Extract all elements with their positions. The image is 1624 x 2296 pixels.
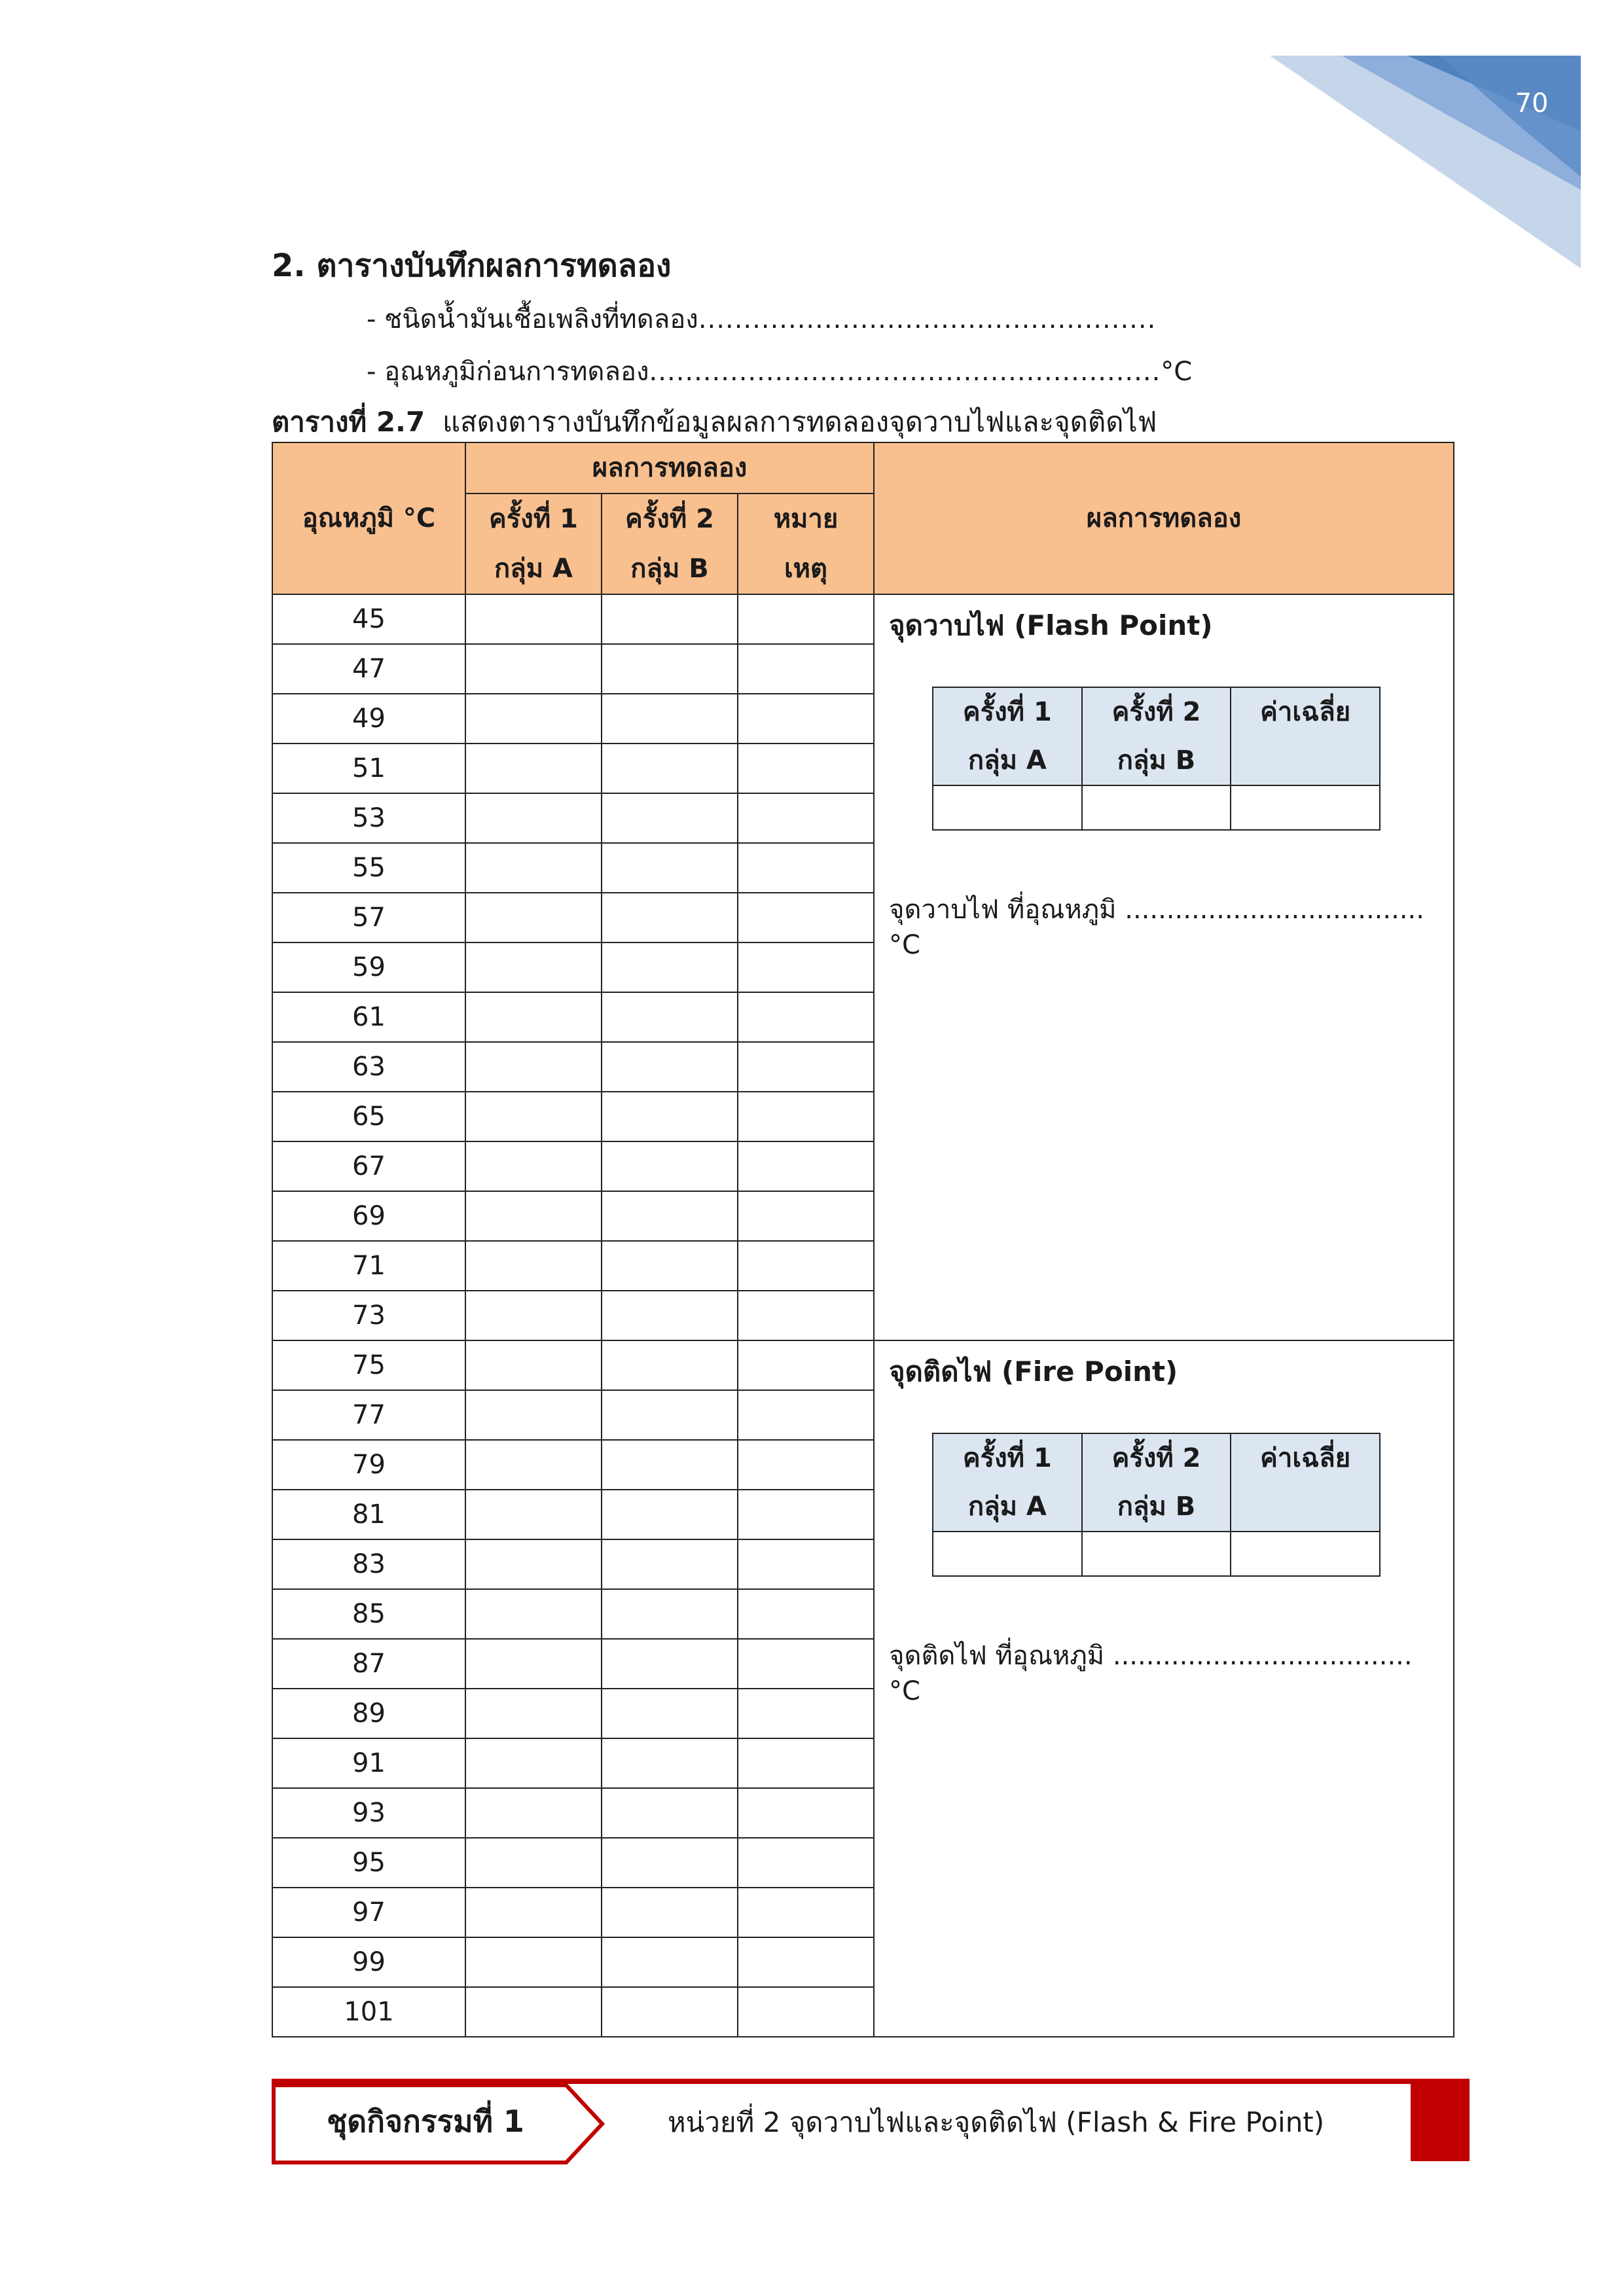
temperature-cell: 75	[272, 1340, 465, 1390]
flash-point-summary-table	[932, 687, 1380, 831]
note-cell[interactable]	[738, 1639, 874, 1689]
trial1-cell[interactable]	[465, 1390, 602, 1440]
col-group-header: ผลการทดลอง	[465, 442, 874, 493]
note-cell[interactable]	[738, 1390, 874, 1440]
note-cell[interactable]	[738, 744, 874, 793]
table-row	[272, 594, 1454, 644]
note-cell[interactable]	[738, 1291, 874, 1340]
note-cell[interactable]	[738, 644, 874, 694]
note-cell[interactable]	[738, 1738, 874, 1788]
trial1-cell[interactable]	[465, 594, 602, 644]
note-cell[interactable]	[738, 694, 874, 744]
temperature-cell: 83	[272, 1539, 465, 1589]
trial2-cell[interactable]	[602, 1191, 738, 1241]
temperature-cell: 49	[272, 694, 465, 744]
trial1-cell[interactable]	[465, 744, 602, 793]
temperature-cell: 97	[272, 1888, 465, 1937]
temperature-cell: 89	[272, 1689, 465, 1738]
trial2-cell[interactable]	[602, 744, 738, 793]
col-temp-header: อุณหภูมิ °C	[272, 442, 465, 594]
temperature-cell: 51	[272, 744, 465, 793]
trial1-cell[interactable]	[465, 1490, 602, 1539]
note-cell[interactable]	[738, 893, 874, 942]
col-note-header: หมาย เหตุ	[738, 493, 874, 594]
trial2-cell[interactable]	[602, 594, 738, 644]
temperature-cell: 77	[272, 1390, 465, 1440]
table-caption-text: แสดงตารางบันทึกข้อมูลผลการทดลองจุดวาบไฟและจุดติดไฟ	[442, 406, 1157, 438]
flash-result-label: จุดวาบไฟ ที่อุณหภูมิ	[889, 895, 1117, 925]
initial-temp-label: - อุณหภูมิก่อนการทดลอง	[367, 357, 649, 387]
trial2-cell[interactable]	[602, 1141, 738, 1191]
note-cell[interactable]	[738, 1888, 874, 1937]
flash-point-title: จุดวาบไฟ (Flash Point)	[889, 609, 1213, 641]
temperature-cell: 73	[272, 1291, 465, 1340]
trial2-cell[interactable]	[602, 644, 738, 694]
trial1-cell[interactable]	[465, 1042, 602, 1092]
trial1-cell[interactable]	[465, 1788, 602, 1838]
trial2-cell[interactable]	[602, 1689, 738, 1738]
fire-trial2-header: ครั้งที่ 2 กลุ่ม B	[1082, 1433, 1231, 1532]
flash-result-unit: °C	[889, 930, 920, 960]
trial2-cell[interactable]	[602, 1888, 738, 1937]
fire-point-result-line	[889, 1634, 1439, 1706]
fire-average-header: ค่าเฉลี่ย	[1231, 1433, 1380, 1532]
table-caption	[272, 401, 1157, 444]
footer-unit-title: หน่วยที่ 2 จุดวาบไฟและจุดติดไฟ (Flash & Fire Point)	[668, 2106, 1325, 2138]
trial2-cell[interactable]	[602, 1291, 738, 1340]
temperature-cell: 79	[272, 1440, 465, 1490]
fuel-type-blank: ...................................................	[698, 304, 1157, 334]
trial2-cell[interactable]	[602, 1241, 738, 1291]
fuel-type-label: - ชนิดน้ำมันเชื้อเพลิงที่ทดลอง	[367, 304, 698, 334]
flash-average-header: ค่าเฉลี่ย	[1231, 687, 1380, 785]
trial1-cell[interactable]	[465, 1340, 602, 1390]
temperature-cell: 55	[272, 843, 465, 893]
temperature-cell: 69	[272, 1191, 465, 1241]
note-cell[interactable]	[738, 1241, 874, 1291]
trial2-cell[interactable]	[602, 1937, 738, 1987]
fire-point-summary-table	[932, 1433, 1380, 1577]
trial1-cell[interactable]	[465, 694, 602, 744]
trial2-cell[interactable]	[602, 942, 738, 992]
flash-trial1-header: ครั้งที่ 1 กลุ่ม A	[933, 687, 1082, 785]
trial1-cell[interactable]	[465, 942, 602, 992]
temperature-cell: 101	[272, 1987, 465, 2037]
footer-activity-label: ชุดกิจกรรมที่ 1	[327, 2104, 524, 2139]
trial2-cell[interactable]	[602, 1987, 738, 2037]
trial2-cell[interactable]	[602, 1838, 738, 1888]
temperature-cell: 59	[272, 942, 465, 992]
fire-point-title: จุดติดไฟ (Fire Point)	[889, 1355, 1178, 1388]
trial1-cell[interactable]	[465, 1539, 602, 1589]
flash-trial2-cell[interactable]	[1082, 785, 1231, 830]
header-row-1	[272, 442, 1454, 493]
note-cell[interactable]	[738, 1589, 874, 1639]
trial1-cell[interactable]	[465, 1639, 602, 1689]
note-cell[interactable]	[738, 942, 874, 992]
note-cell[interactable]	[738, 1440, 874, 1490]
trial1-cell[interactable]	[465, 1241, 602, 1291]
trial2-cell[interactable]	[602, 1440, 738, 1490]
trial1-cell[interactable]	[465, 793, 602, 843]
trial2-cell[interactable]	[602, 1738, 738, 1788]
trial1-cell[interactable]	[465, 1092, 602, 1141]
page-number: 70	[1515, 88, 1549, 118]
trial1-cell[interactable]	[465, 1191, 602, 1241]
trial1-cell[interactable]	[465, 644, 602, 694]
flash-result-blank[interactable]: ....................................	[1125, 895, 1424, 925]
temperature-cell: 87	[272, 1639, 465, 1689]
fire-trial2-cell[interactable]	[1082, 1532, 1231, 1576]
note-cell[interactable]	[738, 1539, 874, 1589]
trial1-cell[interactable]	[465, 893, 602, 942]
results-table	[272, 442, 1454, 2037]
note-cell[interactable]	[738, 1838, 874, 1888]
note-cell[interactable]	[738, 1042, 874, 1092]
temperature-cell: 95	[272, 1838, 465, 1888]
note-cell[interactable]	[738, 793, 874, 843]
note-cell[interactable]	[738, 992, 874, 1042]
note-cell[interactable]	[738, 1987, 874, 2037]
flash-point-section	[874, 594, 1454, 1340]
trial1-cell[interactable]	[465, 992, 602, 1042]
fire-point-section	[874, 1340, 1454, 2037]
trial1-cell[interactable]	[465, 1589, 602, 1639]
temperature-cell: 61	[272, 992, 465, 1042]
note-cell[interactable]	[738, 1092, 874, 1141]
note-cell[interactable]	[738, 843, 874, 893]
trial1-cell[interactable]	[465, 1738, 602, 1788]
table-number: ตารางที่ 2.7	[272, 406, 425, 438]
note-cell[interactable]	[738, 1191, 874, 1241]
col-trial1-header: ครั้งที่ 1 กลุ่ม A	[465, 493, 602, 594]
note-cell[interactable]	[738, 1340, 874, 1390]
table-row	[272, 1340, 1454, 1390]
trial2-cell[interactable]	[602, 1390, 738, 1440]
temperature-cell: 63	[272, 1042, 465, 1092]
temperature-cell: 57	[272, 893, 465, 942]
trial2-cell[interactable]	[602, 1042, 738, 1092]
note-cell[interactable]	[738, 1937, 874, 1987]
temperature-cell: 53	[272, 793, 465, 843]
footer-red-block	[1411, 2084, 1470, 2161]
section-heading: 2. ตารางบันทึกผลการทดลอง	[272, 247, 672, 284]
note-cell[interactable]	[738, 594, 874, 644]
trial1-cell[interactable]	[465, 1838, 602, 1888]
trial1-cell[interactable]	[465, 1987, 602, 2037]
trial1-cell[interactable]	[465, 1937, 602, 1987]
trial2-cell[interactable]	[602, 1589, 738, 1639]
trial2-cell[interactable]	[602, 1639, 738, 1689]
initial-temp-blank: .........................................................	[649, 357, 1161, 387]
temperature-cell: 67	[272, 1141, 465, 1191]
fire-result-unit: °C	[889, 1676, 920, 1706]
temperature-cell: 71	[272, 1241, 465, 1291]
temperature-cell: 91	[272, 1738, 465, 1788]
fire-average-cell[interactable]	[1231, 1532, 1380, 1576]
temperature-cell: 99	[272, 1937, 465, 1987]
trial1-cell[interactable]	[465, 1291, 602, 1340]
temperature-cell: 93	[272, 1788, 465, 1838]
trial2-cell[interactable]	[602, 1340, 738, 1390]
temperature-cell: 81	[272, 1490, 465, 1539]
fire-trial1-header: ครั้งที่ 1 กลุ่ม A	[933, 1433, 1082, 1532]
note-cell[interactable]	[738, 1788, 874, 1838]
trial2-cell[interactable]	[602, 1539, 738, 1589]
flash-trial2-header: ครั้งที่ 2 กลุ่ม B	[1082, 687, 1231, 785]
trial1-cell[interactable]	[465, 1888, 602, 1937]
initial-temp-unit: °C	[1161, 357, 1193, 387]
temperature-cell: 85	[272, 1589, 465, 1639]
note-cell[interactable]	[738, 1490, 874, 1539]
fire-trial1-cell[interactable]	[933, 1532, 1082, 1576]
fire-result-label: จุดติดไฟ ที่อุณหภูมิ	[889, 1641, 1105, 1671]
initial-temp-line	[367, 350, 1192, 392]
flash-average-cell[interactable]	[1231, 785, 1380, 830]
note-cell[interactable]	[738, 1689, 874, 1738]
trial2-cell[interactable]	[602, 1092, 738, 1141]
trial2-cell[interactable]	[602, 694, 738, 744]
fire-result-blank[interactable]: ....................................	[1112, 1641, 1413, 1671]
flash-trial1-cell[interactable]	[933, 785, 1082, 830]
col-trial2-header: ครั้งที่ 2 กลุ่ม B	[602, 493, 738, 594]
trial2-cell[interactable]	[602, 1788, 738, 1838]
flash-point-result-line	[889, 888, 1439, 960]
trial2-cell[interactable]	[602, 1490, 738, 1539]
temperature-cell: 65	[272, 1092, 465, 1141]
trial1-cell[interactable]	[465, 1440, 602, 1490]
trial1-cell[interactable]	[465, 1141, 602, 1191]
temperature-cell: 45	[272, 594, 465, 644]
trial1-cell[interactable]	[465, 1689, 602, 1738]
trial2-cell[interactable]	[602, 843, 738, 893]
trial1-cell[interactable]	[465, 843, 602, 893]
col-result-header: ผลการทดลอง	[874, 442, 1454, 594]
corner-decoration	[0, 0, 1624, 314]
fuel-type-line	[367, 298, 1156, 340]
trial2-cell[interactable]	[602, 893, 738, 942]
temperature-cell: 47	[272, 644, 465, 694]
trial2-cell[interactable]	[602, 992, 738, 1042]
note-cell[interactable]	[738, 1141, 874, 1191]
trial2-cell[interactable]	[602, 793, 738, 843]
